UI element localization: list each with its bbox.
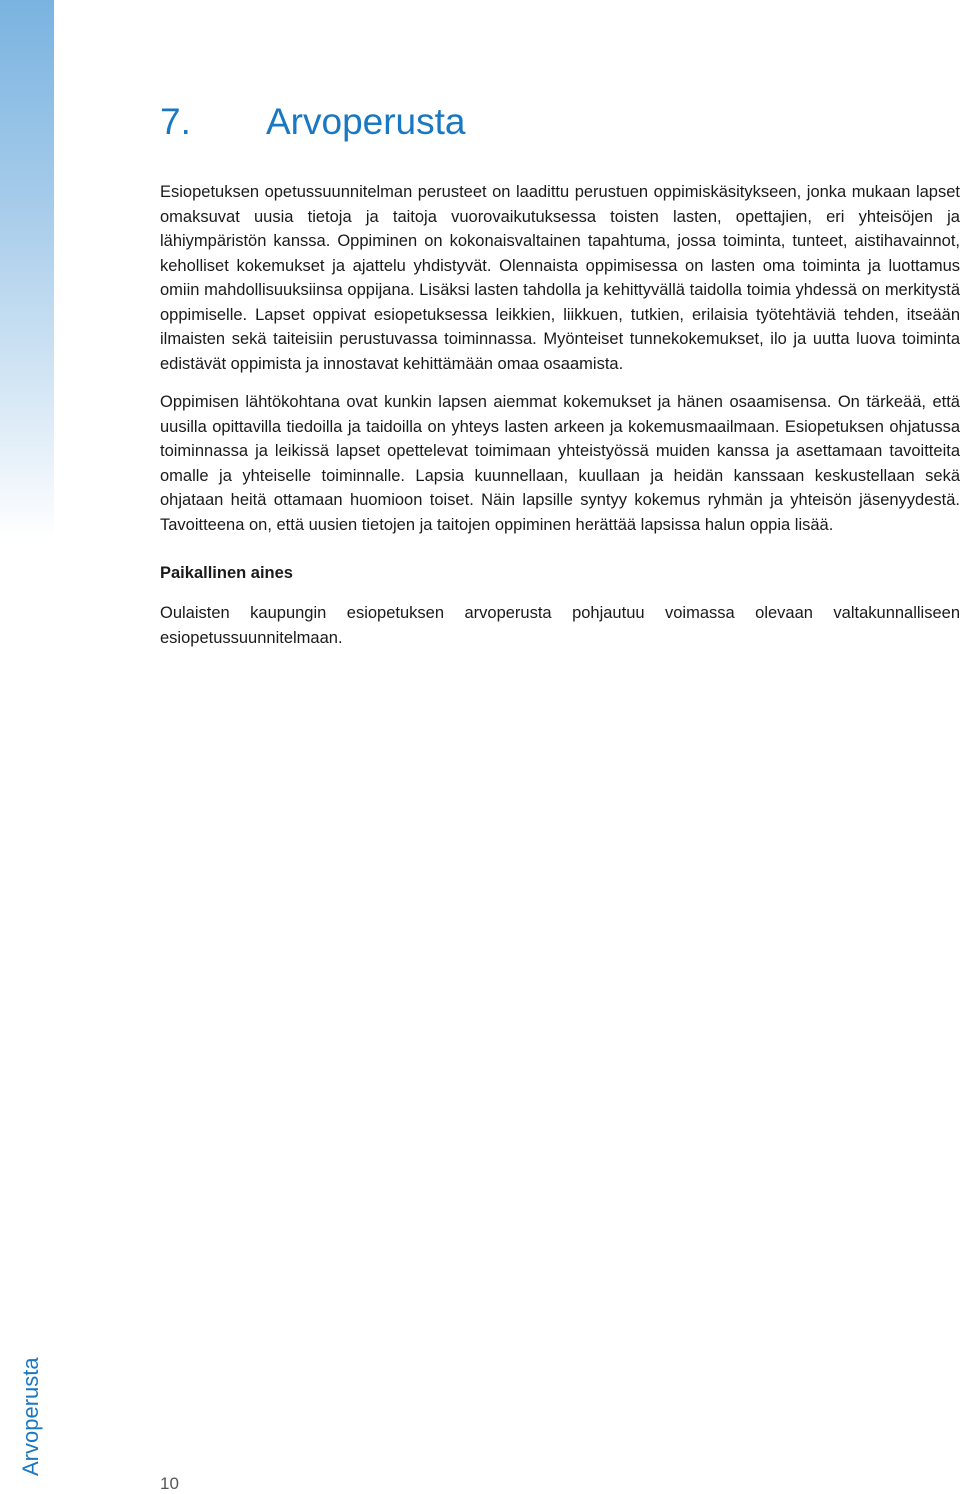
- side-color-band: [0, 0, 54, 540]
- local-section-text: Oulaisten kaupungin esiopetuksen arvoperusta pohjautuu voimassa olevaan valtakunnalliseen esiopetussuunnitelmaan.: [160, 604, 960, 647]
- chapter-number: 7.: [160, 101, 191, 142]
- local-section-heading: Paikallinen aines: [160, 564, 293, 583]
- body-paragraph-1: Esiopetuksen opetussuunnitelman perusteet on laadittu perustuen oppimiskäsitykseen, jonka mukaan lapset omaksuvat uusia tietoja ja taitoja vuorovaikutuksessa toisten lasten, opettajien, eri yhteisöjen ja lähiympäristön kanssa. Oppiminen on kokonaisvaltainen tapahtuma, jossa toiminta, tunteet, aistihavainnot, keholliset kokemukset ja ajattelu yhdistyvät. Olennaista oppimisessa on lasten oma toiminta ja luottamus omiin mahdollisuuksiinsa oppijana. Lisäksi lasten tahdolla ja kehittyvällä taidolla toimia yhdessä on merkitystä oppimiselle. Lapset oppivat esiopetuksessa leikkien, liikkuen, tutkien, erilaisia työtehtäviä tehden, itseään ilmaisten sekä taiteisiin perustuvassa toiminnassa. Myönteiset tunnekokemukset, ilo ja uutta luova toiminta edistävät oppimista ja innostavat kehittämään omaa osaamista.: [160, 183, 960, 373]
- running-section-label: Arvoperusta: [18, 1357, 43, 1476]
- body-paragraph-2: Oppimisen lähtökohtana ovat kunkin lapsen aiemmat kokemukset ja hänen osaamisensa. On tärkeää, että uusilla opittavilla tiedoilla ja taidoilla on yhteys lasten arkeen ja kokemusmaailmaan. Esiopetuksen ohjatussa toiminnassa ja leikissä lapset opettelevat toimimaan yhteistyössä muiden kanssa ja asettamaan tavoitteita omalle ja yhteiselle toiminnalle. Lapsia kuunnellaan, kuullaan ja heidän kanssaan keskustellaan sekä ohjataan heitä ottamaan huomioon toiset. Näin lapsille syntyy kokemus ryhmän ja yhteisön jäsenyydestä. Tavoitteena on, että uusien tietojen ja taitojen oppiminen herättää lapsissa halun oppia lisää.: [160, 393, 960, 534]
- page-content: [160, 100, 960, 664]
- page-number: 10: [160, 1474, 179, 1493]
- chapter-heading: [160, 100, 960, 144]
- chapter-title: Arvoperusta: [266, 101, 466, 142]
